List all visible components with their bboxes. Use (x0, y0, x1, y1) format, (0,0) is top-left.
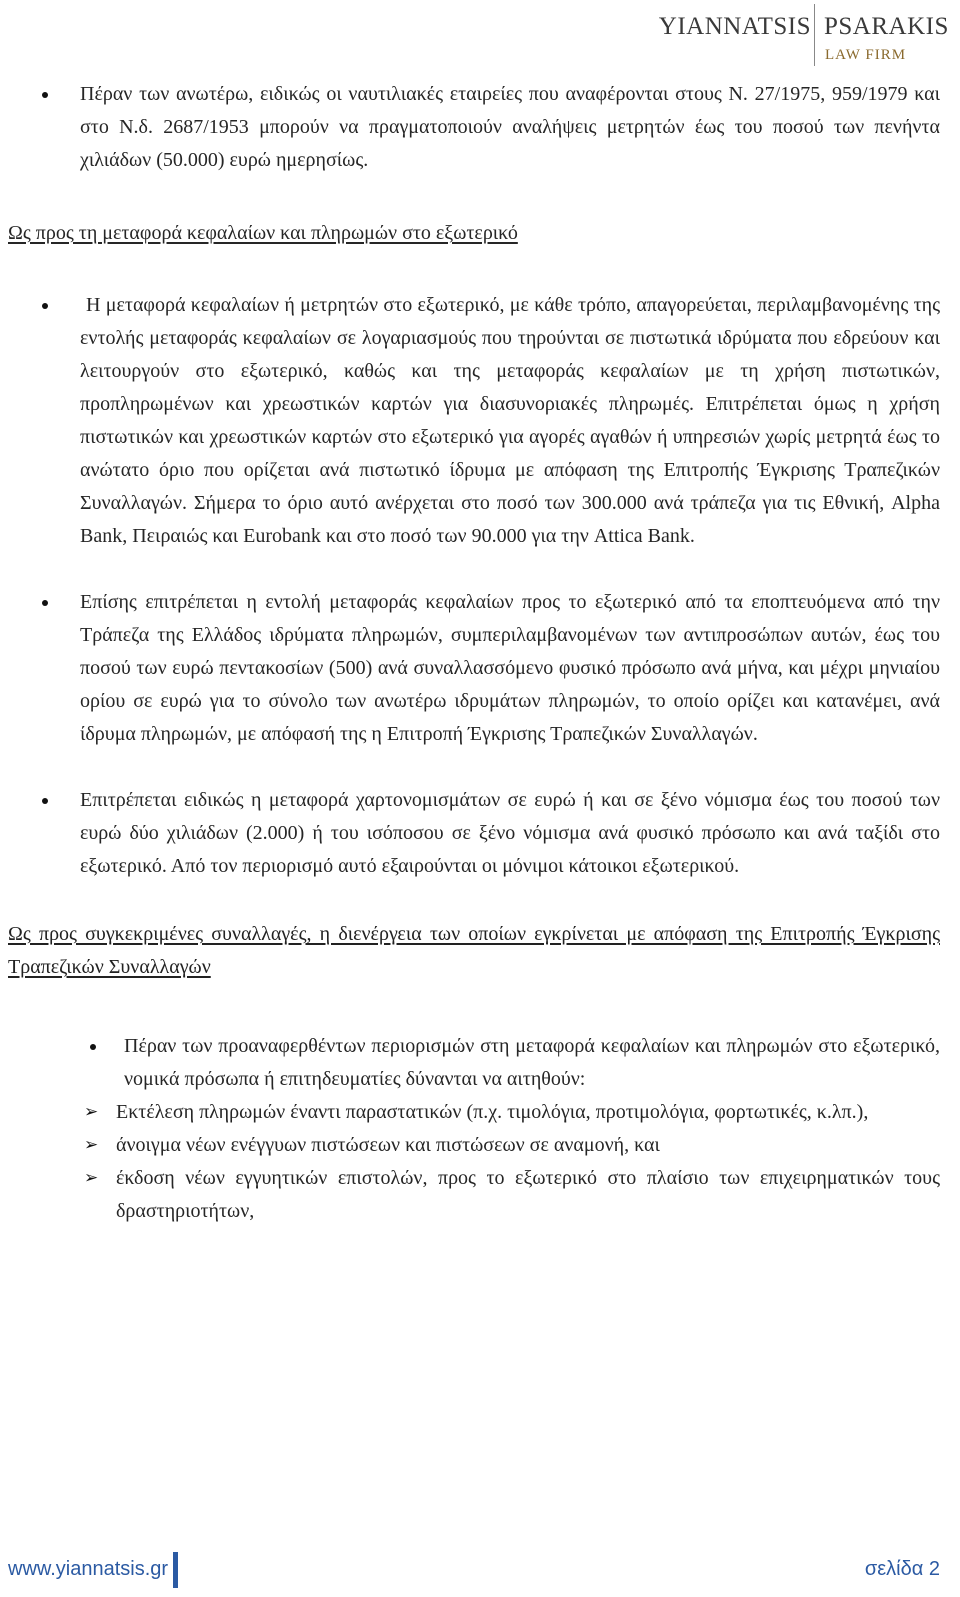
logo-divider (814, 4, 815, 66)
law-firm-logo (658, 4, 956, 66)
paragraph-text: Επιτρέπεται ειδικώς η μεταφορά χαρτονομισμάτων σε ευρώ ή και σε ξένο νόμισμα έως του ποσού των ευρώ δύο χιλιάδων (2.000) ή του ισόποσου σε ξένο νόμισμα ανά φυσικό πρόσωπο και ανά ταξίδι στο εξωτερικό. Από τον περιορισμό αυτό εξαιρούνται οι μόνιμοι κάτοικοι εξωτερικού. (80, 789, 940, 877)
bullet-icon (42, 600, 48, 606)
arrow-bullet-icon: ➢ (84, 1135, 99, 1155)
page-number: σελίδα 2 (864, 1558, 940, 1580)
bullet-icon (42, 92, 48, 98)
bullet-paragraph-1 (80, 78, 940, 177)
paragraph-text: Η μεταφορά κεφαλαίων ή μετρητών στο εξωτερικό, με κάθε τρόπο, απαγορεύεται, περιλαμβανομένης της εντολής μεταφοράς κεφαλαίων σε λογαριασμούς που τηρούνται σε πιστωτικά ιδρύματα που εδρεύουν και λειτουργούν στο εξωτερικό, καθώς και της μεταφοράς κεφαλαίων με τη χρήση πιστωτικών, προπληρωμένων και χρεωστικών καρτών για διασυνοριακές πληρωμές. Επιτρέπεται όμως η χρήση πιστωτικών και χρεωστικών καρτών στο εξωτερικό για αγορές αγαθών ή υπηρεσιών χωρίς μετρητά έως το ανώτατο όριο που ορίζεται ανά πιστωτικό ίδρυμα με απόφαση της Επιτροπής Έγκρισης Τραπεζικών Συναλλαγών. Σήμερα το όριο αυτό ανέρχεται στο ποσό των 300.000 ανά τράπεζα για τις Εθνική, Alpha Bank, Πειραιώς και Eurobank και στο ποσό των 90.000 για την Attica Bank. (80, 294, 940, 547)
arrow-item-text: άνοιγμα νέων ενέγγυων πιστώσεων και πιστώσεων σε αναμονή, και (116, 1134, 660, 1156)
section-heading-specific-transactions: Ως προς συγκεκριμένες συναλλαγές, η διενέργεια των οποίων εγκρίνεται με απόφαση της Επιτροπής Έγκρισης Τραπεζικών Συναλλαγών (8, 923, 940, 978)
logo-subtitle: LAW FIRM (825, 47, 907, 63)
bullet-icon (90, 1044, 96, 1050)
bullet-paragraph-4 (80, 784, 940, 883)
arrow-item-text: έκδοση νέων εγγυητικών επιστολών, προς το εξωτερικό στο πλαίσιο των επιχειρηματικών τους δραστηριοτήτων, (116, 1167, 940, 1222)
section-heading-transfers: Ως προς τη μεταφορά κεφαλαίων και πληρωμών στο εξωτερικό (8, 222, 518, 244)
bullet-icon (42, 303, 48, 309)
arrow-bullet-icon: ➢ (84, 1168, 99, 1188)
paragraph-text: Πέραν των ανωτέρω, ειδικώς οι ναυτιλιακές εταιρείες που αναφέρονται στους Ν. 27/1975, 959/1979 και στο Ν.δ. 2687/1953 μπορούν να πραγματοποιούν αναλήψεις μετρητών έως του ποσού των πενήντα χιλιάδων (50.000) ευρώ ημερησίως. (80, 83, 940, 171)
logo-left-name: YIANNATSIS (658, 13, 811, 40)
document-body (0, 78, 960, 1228)
page-footer (0, 1548, 960, 1597)
footer-divider-bar (173, 1552, 178, 1588)
arrow-item-2 (84, 1129, 940, 1162)
bullet-paragraph-5 (124, 1030, 940, 1096)
logo-right-name: PSARAKIS (824, 13, 949, 40)
website-link[interactable]: www.yiannatsis.gr (8, 1558, 169, 1580)
arrow-bullet-icon: ➢ (84, 1102, 99, 1122)
paragraph-text: Επίσης επιτρέπεται η εντολή μεταφοράς κεφαλαίων προς το εξωτερικό από τα εποπτευόμενα από την Τράπεζα της Ελλάδος ιδρύματα πληρωμών, συμπεριλαμβανομένων των αντιπροσώπων αυτών, έως του ποσού των ευρώ πεντακοσίων (500) ανά συναλλασσόμενο φυσικό πρόσωπο ανά μήνα, και μέχρι μηνιαίου ορίου σε ευρώ για το σύνολο των ανωτέρω ιδρυμάτων πληρωμών, το οποίο ορίζει και κατανέμει, ανά ίδρυμα πληρωμών, με απόφασή της η Επιτροπή Έγκρισης Τραπεζικών Συναλλαγών. (80, 591, 940, 745)
arrow-item-1 (84, 1096, 940, 1129)
paragraph-text: Πέραν των προαναφερθέντων περιορισμών στη μεταφορά κεφαλαίων και πληρωμών στο εξωτερικό, νομικά πρόσωπα ή επιτηδευματίες δύνανται να αιτηθούν: (124, 1035, 940, 1090)
bullet-paragraph-2 (80, 289, 940, 553)
arrow-item-3 (84, 1162, 940, 1228)
bullet-icon (42, 798, 48, 804)
arrow-item-text: Εκτέλεση πληρωμών έναντι παραστατικών (π.χ. τιμολόγια, προτιμολόγια, φορτωτικές, κ.λπ.), (116, 1101, 869, 1123)
bullet-paragraph-3 (80, 586, 940, 751)
